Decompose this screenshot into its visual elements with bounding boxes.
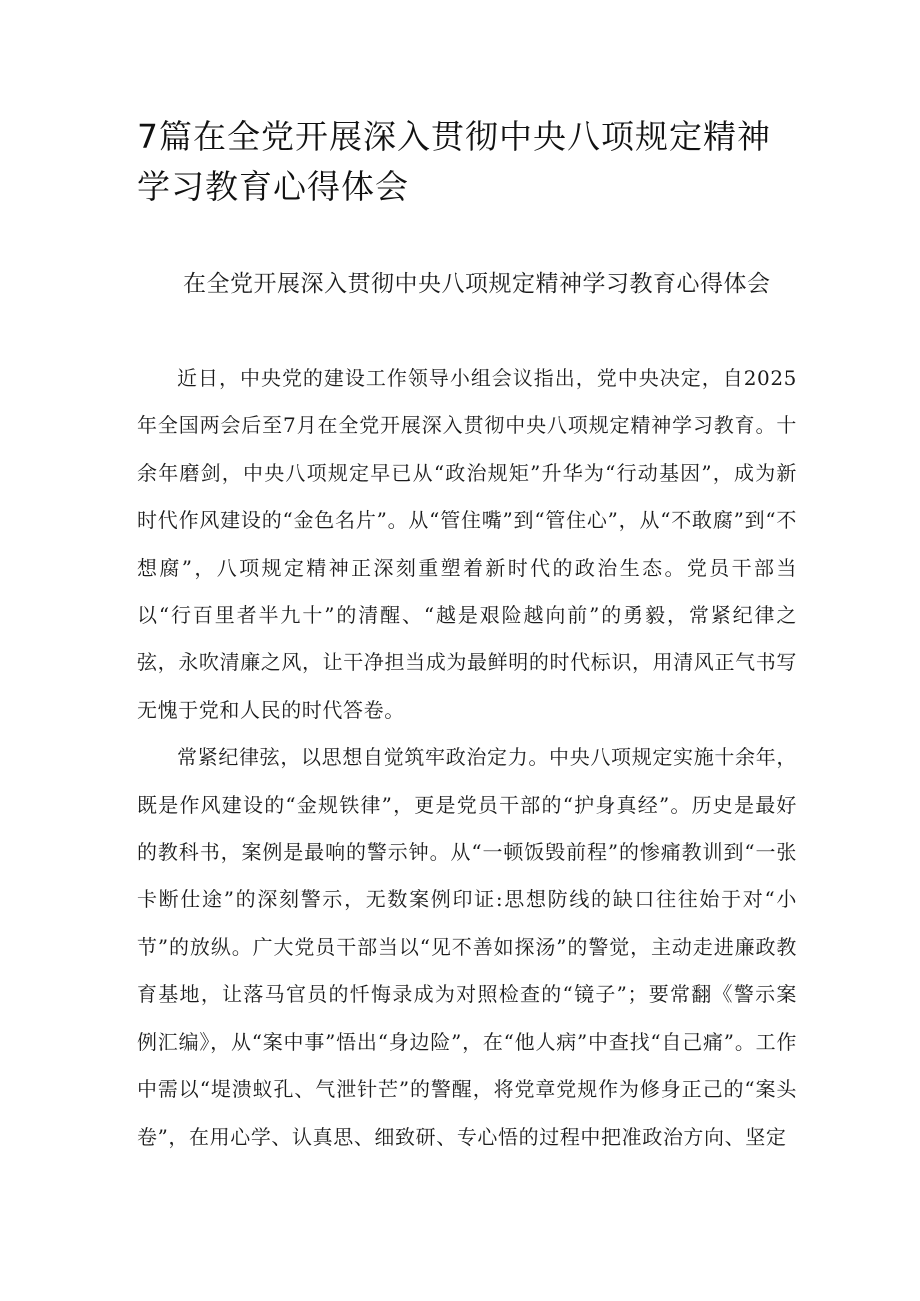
document-title: 7篇在全党开展深入贯彻中央八项规定精神学习教育心得体会 [137,117,771,206]
article-subtitle: 在全党开展深入贯彻中央八项规定精神学习教育心得体会 [183,271,771,297]
paragraph-discipline: 常紧纪律弦，以思想自觉筑牢政治定力。中央八项规定实施十余年，既是作风建设的“金规铁律”，更是党员干部的“护身真经”。历史是最好的教科书，案例是最响的警示钟。从“一顿饭毁前程”的惨痛教训到“一张卡断仕途”的深刻警示，无数案例印证:思想防线的缺口往往始于对“小节”的放纵。广大党员干部当以“见不善如探汤”的警觉，主动走进廉政教育基地，让落马官员的忏悔录成为对照检查的“镜子”；要常翻《警示案例汇编》，从“案中事”悟出“身边险”，在“他人病”中查找“自己痛”。工作中需以“堤溃蚁孔、气泄针芒”的警醒，将党章党规作为修身正己的“案头卷”，在用心学、认真思、细致研、专心悟的过程中把准政治方向、坚定 [137,745,797,1149]
paragraph-intro: 近日，中央党的建设工作领导小组会议指出，党中央决定，自2025年全国两会后至7月在全党开展深入贯彻中央八项规定精神学习教育。十余年磨剑，中央八项规定早已从“政治规矩”升华为“行动基因”，成为新时代作风建设的“金色名片”。从“管住嘴”到“管住心”，从“不敢腐”到“不想腐”，八项规定精神正深刻重塑着新时代的政治生态。党员干部当以“行百里者半九十”的清醒、“越是艰险越向前”的勇毅，常紧纪律之弦，永吹清廉之风，让干净担当成为最鲜明的时代标识，用清风正气书写无愧于党和人民的时代答卷。 [137,366,797,722]
article-body [137,355,797,1161]
